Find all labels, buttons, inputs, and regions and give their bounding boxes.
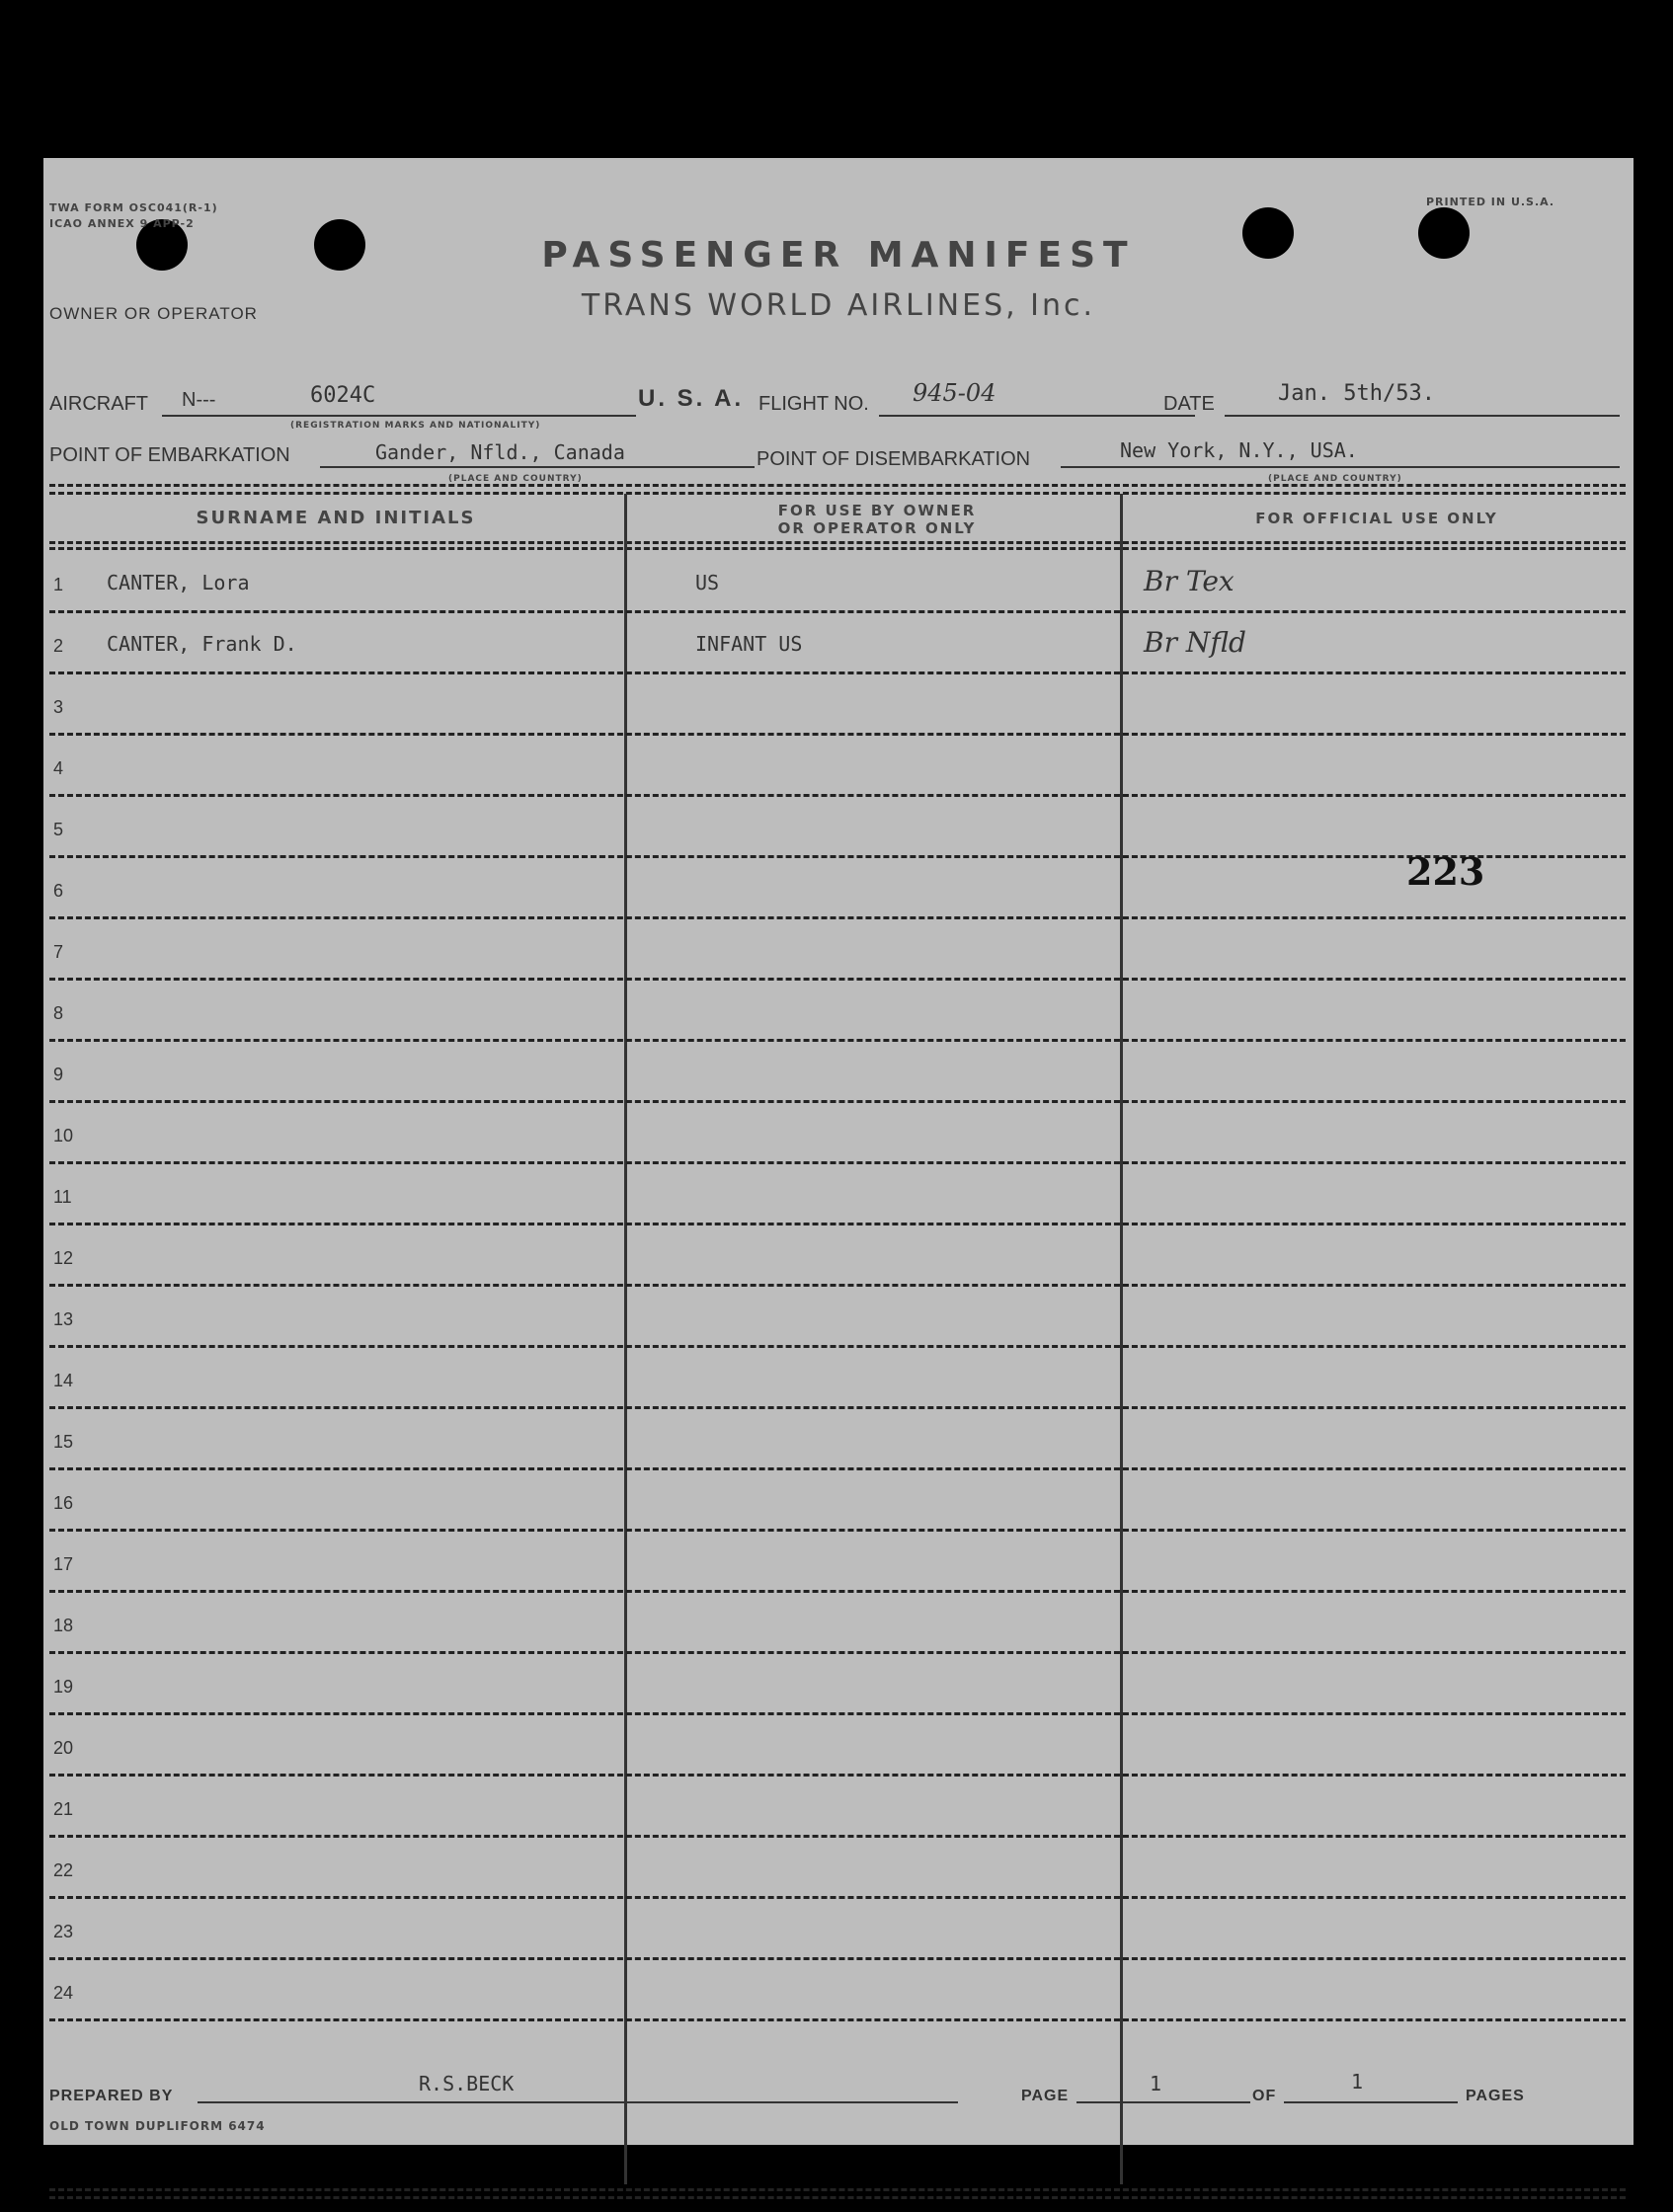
disembark-label: POINT OF DISEMBARKATION [757, 448, 1031, 470]
row-rule [49, 1957, 1626, 1960]
aircraft-underline [162, 415, 636, 417]
row-number: 18 [53, 1616, 74, 1635]
row-rule [49, 1161, 1626, 1164]
embark-label: POINT OF EMBARKATION [49, 444, 290, 466]
date-label: DATE [1163, 393, 1215, 415]
row-rule [49, 733, 1626, 736]
table-row [43, 1043, 1633, 1104]
row-number: 10 [53, 1126, 74, 1146]
row-number: 9 [53, 1065, 64, 1084]
row-rule [49, 1284, 1626, 1287]
flight-value: 945-04 [913, 379, 996, 407]
registration-note: (REGISTRATION MARKS AND NATIONALITY) [290, 421, 541, 431]
row-rule [49, 1774, 1626, 1777]
table-row [43, 1839, 1633, 1900]
table-bottom-rule-2 [49, 2196, 1626, 2199]
row-rule [49, 1590, 1626, 1593]
table-row [43, 1716, 1633, 1778]
row-rule [49, 1529, 1626, 1532]
table-row [43, 1961, 1633, 2022]
table-row [43, 859, 1633, 920]
footer-form-code: OLD TOWN DUPLIFORM 6474 [49, 2119, 266, 2133]
row-number: 12 [53, 1248, 74, 1268]
table-row [43, 1226, 1633, 1288]
row-number: 17 [53, 1554, 74, 1574]
form-code: TWA FORM OSC041(R-1) [49, 201, 218, 214]
form-code-annex: ICAO ANNEX 9 APP-2 [49, 217, 195, 230]
owner-label: OWNER OR OPERATOR [49, 304, 258, 323]
row-rule [49, 1223, 1626, 1225]
row-number: 8 [53, 1003, 64, 1023]
row-rule [49, 610, 1626, 613]
of-label: OF [1252, 2088, 1277, 2104]
row-rule [49, 1100, 1626, 1103]
flight-label: FLIGHT NO. [758, 393, 869, 415]
table-row [43, 1104, 1633, 1165]
page-title: PASSENGER MANIFEST [541, 235, 1136, 276]
page-underline [1076, 2101, 1250, 2103]
table-row [43, 737, 1633, 798]
row-number: 2 [53, 636, 64, 656]
header-rule-2 [49, 547, 1626, 550]
table-row [43, 1594, 1633, 1655]
row-rule [49, 1835, 1626, 1838]
official-use-entry: Br Tex [1144, 565, 1235, 597]
row-rule [49, 1712, 1626, 1715]
page-value: 1 [1150, 2072, 1162, 2095]
table-row [43, 982, 1633, 1043]
date-value: Jan. 5th/53. [1278, 381, 1435, 406]
official-use-entry: Br Nfld [1144, 626, 1246, 659]
table-row [43, 1778, 1633, 1839]
row-number: 14 [53, 1371, 74, 1390]
table-row [43, 614, 1633, 675]
passenger-name: CANTER, Lora [107, 571, 250, 594]
prepared-value: R.S.BECK [419, 2072, 515, 2095]
row-number: 23 [53, 1922, 74, 1941]
table-top-rule-2 [49, 492, 1626, 495]
row-rule [49, 978, 1626, 981]
embark-place-note: (PLACE AND COUNTRY) [448, 474, 583, 484]
aircraft-label: AIRCRAFT [49, 393, 148, 415]
owner-use-entry: US [695, 571, 720, 594]
table-row [43, 920, 1633, 982]
row-rule [49, 1896, 1626, 1899]
embark-underline [320, 466, 755, 468]
row-number: 7 [53, 942, 64, 962]
row-rule [49, 672, 1626, 674]
country-code: U. S. A. [638, 385, 745, 412]
row-number: 16 [53, 1493, 74, 1513]
table-row [43, 1900, 1633, 1961]
col-header-owner: FOR USE BY OWNER OR OPERATOR ONLY [777, 502, 977, 537]
company-name: TRANS WORLD AIRLINES, Inc. [581, 288, 1096, 323]
of-value: 1 [1351, 2070, 1364, 2094]
row-number: 5 [53, 820, 64, 839]
row-number: 6 [53, 881, 64, 901]
row-rule [49, 855, 1626, 858]
table-row [43, 798, 1633, 859]
stamp-number: 223 [1406, 849, 1485, 894]
col-header-official: FOR OFFICIAL USE ONLY [1255, 510, 1498, 527]
table-row [43, 1410, 1633, 1471]
table-row [43, 1655, 1633, 1716]
row-rule [49, 1651, 1626, 1654]
page-label: PAGE [1021, 2088, 1070, 2104]
row-number: 24 [53, 1983, 74, 2003]
owner-use-entry: INFANT US [695, 632, 803, 656]
manifest-sheet [43, 158, 1633, 2145]
col-header-surname: SURNAME AND INITIALS [196, 508, 476, 528]
row-rule [49, 1406, 1626, 1409]
row-number: 1 [53, 575, 64, 594]
passenger-name: CANTER, Frank D. [107, 632, 297, 656]
row-number: 22 [53, 1860, 74, 1880]
row-number: 20 [53, 1738, 74, 1758]
row-number: 13 [53, 1309, 74, 1329]
row-number: 15 [53, 1432, 74, 1452]
row-number: 11 [53, 1187, 72, 1207]
row-number: 19 [53, 1677, 74, 1697]
flight-underline [879, 415, 1195, 417]
table-row [43, 675, 1633, 737]
printed-in: PRINTED IN U.S.A. [1426, 196, 1555, 208]
table-row [43, 1533, 1633, 1594]
table-row [43, 1471, 1633, 1533]
header-rule [49, 541, 1626, 544]
table-row [43, 1165, 1633, 1226]
disembark-value: New York, N.Y., USA. [1120, 438, 1358, 462]
table-bottom-rule [49, 2188, 1626, 2191]
table-row [43, 1349, 1633, 1410]
row-number: 3 [53, 697, 64, 717]
row-rule [49, 1345, 1626, 1348]
row-number: 21 [53, 1799, 74, 1819]
prepared-label: PREPARED BY [49, 2088, 174, 2104]
disembark-underline [1061, 466, 1620, 468]
row-rule [49, 916, 1626, 919]
pages-label: PAGES [1466, 2088, 1525, 2104]
prepared-underline [198, 2101, 958, 2103]
table-row [43, 1288, 1633, 1349]
disembark-place-note: (PLACE AND COUNTRY) [1268, 474, 1402, 484]
aircraft-prefix: N--- [182, 389, 216, 411]
table-top-rule [49, 484, 1626, 487]
row-rule [49, 2018, 1626, 2021]
table-row [43, 553, 1633, 614]
embark-value: Gander, Nfld., Canada [375, 440, 625, 464]
of-underline [1284, 2101, 1458, 2103]
aircraft-value: 6024C [310, 383, 376, 408]
row-rule [49, 1467, 1626, 1470]
row-rule [49, 794, 1626, 797]
date-underline [1225, 415, 1620, 417]
row-rule [49, 1039, 1626, 1042]
row-number: 4 [53, 758, 64, 778]
